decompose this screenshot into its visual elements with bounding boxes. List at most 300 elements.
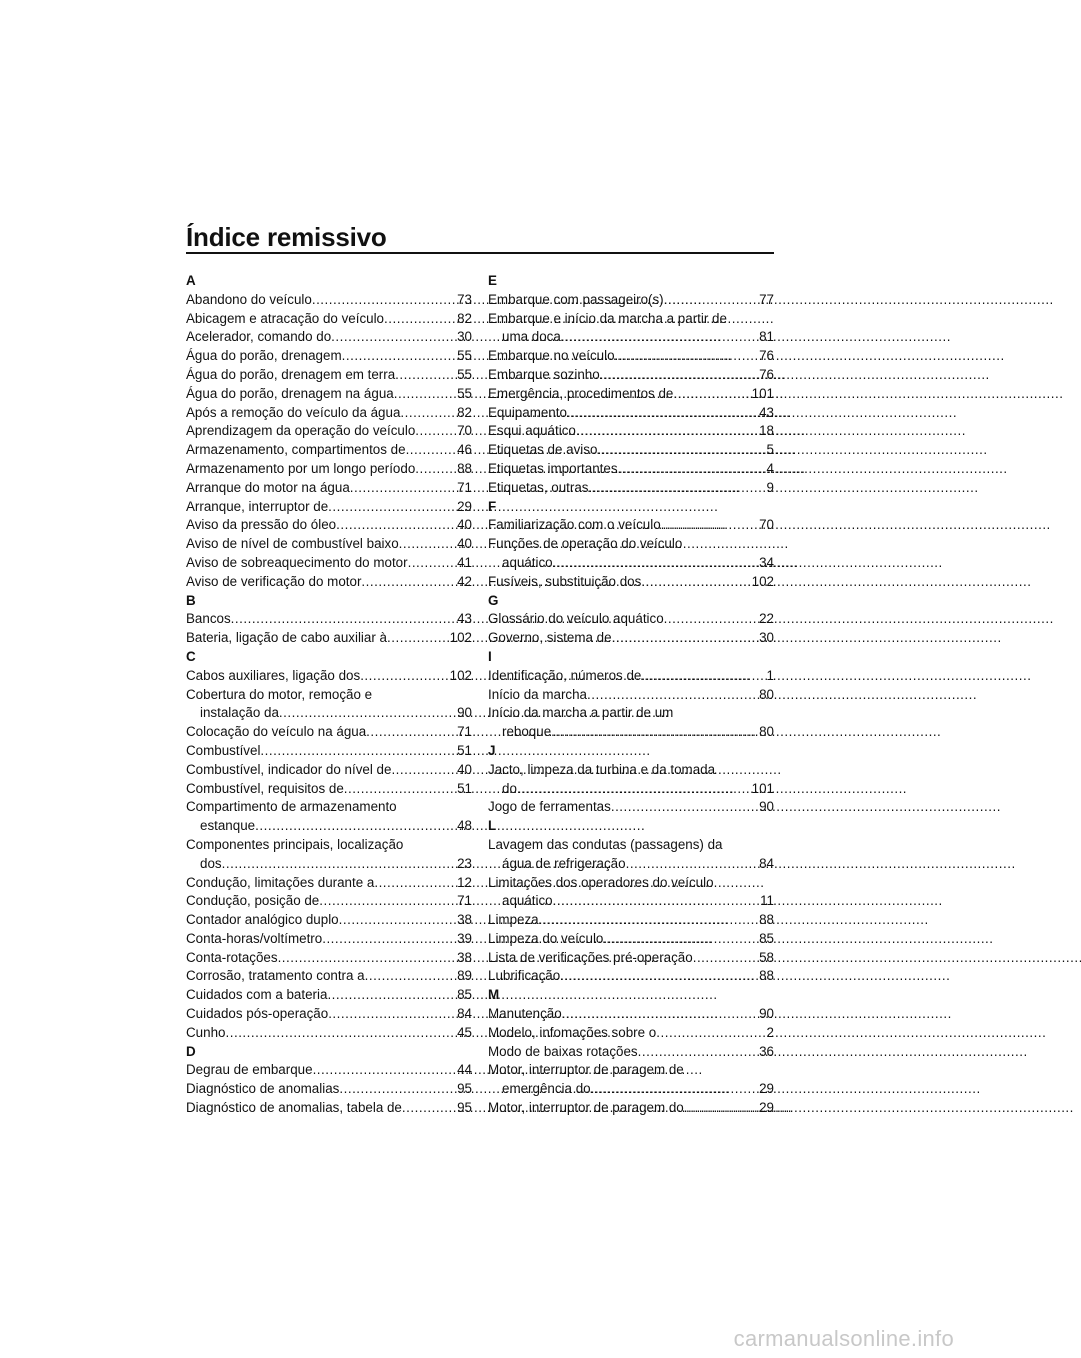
index-entry: [186, 986, 472, 1005]
index-entry-page: 102: [751, 573, 774, 589]
index-entry: [488, 573, 774, 592]
index-entry-page: 11: [760, 893, 774, 909]
index-entry: [186, 742, 472, 761]
index-entry-page: 84: [759, 855, 774, 871]
index-entry: [488, 610, 774, 629]
index-entry-label: Aviso de nível de combustível baixo: [186, 536, 399, 552]
index-entry-page: 4: [766, 460, 774, 476]
index-entry-page: 85: [457, 987, 472, 1003]
index-entry-label: Esqui aquático: [488, 423, 576, 439]
index-entry-page: 29: [759, 1081, 774, 1097]
leader-dots: [331, 328, 456, 347]
index-entry-page: 42: [457, 573, 472, 589]
leader-dots: [344, 780, 456, 799]
index-entry-page: 85: [759, 930, 774, 946]
index-entry: [488, 347, 774, 366]
index-entry-label: Etiquetas, outras: [488, 479, 589, 495]
index-entry: [488, 930, 774, 949]
index-entry-page: 39: [457, 930, 472, 946]
index-entry: [186, 723, 472, 742]
index-entry: [186, 780, 472, 799]
leader-dots: [400, 404, 456, 423]
index-entry-page: 29: [759, 1100, 774, 1116]
index-entry-page: 58: [759, 949, 774, 965]
leader-dots: [641, 573, 750, 592]
index-entry: [186, 1061, 472, 1080]
leader-dots: [384, 310, 456, 329]
index-entry-first-line: Motor, interruptor de paragem de: [488, 1062, 684, 1078]
index-entry-first-line: Componentes principais, localização: [186, 836, 404, 852]
index-entry-page: 90: [457, 705, 472, 721]
watermark: carmanualsonline.info: [733, 1326, 954, 1351]
index-entry-label: água de refrigeração: [502, 855, 626, 871]
index-entry-page: 76: [759, 366, 774, 382]
index-entry-page: 55: [457, 348, 472, 364]
index-entry-page: 71: [457, 724, 472, 740]
leader-dots: [391, 761, 456, 780]
index-entry-page: 40: [457, 517, 472, 533]
leader-dots: [638, 1043, 758, 1062]
index-entry-page: 84: [457, 1006, 472, 1022]
index-entry-page: 36: [759, 1043, 774, 1059]
index-entry: [488, 1099, 774, 1118]
index-entry-label: Conta-rotações: [186, 949, 278, 965]
index-entry-first-line: Cobertura do motor, remoção e: [186, 686, 373, 702]
index-entry-page: 43: [759, 404, 774, 420]
index-entry: [186, 629, 472, 648]
index-entry-page: 38: [457, 949, 472, 965]
index-entry-label: Acelerador, comando do: [186, 329, 332, 345]
index-entry-page: 80: [759, 686, 774, 702]
index-entry-page: 9: [766, 479, 774, 495]
index-entry: [186, 366, 472, 385]
index-entry: [186, 422, 472, 441]
index-entry: [186, 817, 472, 836]
leader-dots: [664, 610, 758, 629]
index-entry-first-line: Início da marcha a partir de um: [488, 705, 674, 721]
leader-dots: [395, 366, 456, 385]
index-entry-page: 95: [457, 1081, 472, 1097]
index-entry-page: 45: [457, 1024, 472, 1040]
index-entry-page: 40: [457, 536, 472, 552]
index-entry: [488, 798, 774, 817]
index-entry-page: 80: [759, 724, 774, 740]
leader-dots: [312, 291, 456, 310]
index-entry: [186, 1024, 472, 1043]
index-entry-label: Colocação do veículo na água: [186, 724, 367, 740]
index-entry-page: 73: [457, 291, 472, 307]
leader-dots: [589, 479, 766, 498]
index-entry: [488, 892, 774, 911]
index-entry-label: Embarque sozinho: [488, 366, 600, 382]
index-entry-label: Aviso de sobreaquecimento do motor: [186, 554, 408, 570]
index-entry-page: 102: [449, 667, 472, 683]
index-entry-label: Modelo, infomações sobre o: [488, 1024, 657, 1040]
index-entry-label: Limpeza do veículo: [488, 930, 604, 946]
index-entry: [186, 441, 472, 460]
index-entry-label: reboque: [502, 724, 552, 740]
index-entry: [186, 930, 472, 949]
leader-dots: [339, 911, 456, 930]
index-entry: [488, 855, 774, 874]
section-letter: E: [488, 273, 497, 288]
index-entry-page: 46: [457, 442, 472, 458]
leader-dots: [231, 610, 456, 629]
leader-dots: [656, 1024, 765, 1043]
index-entry: [488, 404, 774, 423]
index-entry: [186, 949, 472, 968]
index-entry-page: 76: [759, 348, 774, 364]
index-entry: [186, 573, 472, 592]
index-entry-first-line: Lavagem das condutas (passagens) da: [488, 836, 723, 852]
index-entry: [186, 761, 472, 780]
index-entry-label: estanque: [200, 818, 256, 834]
index-entry: [186, 1080, 472, 1099]
index-entry: [488, 667, 774, 686]
index-entry-label: Limpeza: [488, 912, 539, 928]
index-entry: [488, 723, 774, 742]
leader-dots: [328, 1005, 456, 1024]
index-entry-label: Etiquetas importantes: [488, 460, 618, 476]
index-entry-page: 38: [457, 912, 472, 928]
index-entry: [186, 667, 472, 686]
leader-dots: [374, 874, 456, 893]
index-entry-page: 71: [457, 893, 472, 909]
index-entry-label: Degrau de embarque: [186, 1062, 313, 1078]
leader-dots: [576, 422, 758, 441]
leader-dots: [406, 441, 457, 460]
index-entry-label: Após a remoção do veículo da água: [186, 404, 401, 420]
index-entry: [488, 1043, 774, 1062]
leader-dots: [693, 949, 758, 968]
index-entry: [488, 967, 774, 986]
index-entry-page: 95: [457, 1100, 472, 1116]
index-entry-label: Água do porão, drenagem na água: [186, 385, 394, 401]
index-entry-page: 2: [766, 1024, 774, 1040]
index-entry: [186, 404, 472, 423]
leader-dots: [561, 328, 758, 347]
index-entry: [488, 629, 774, 648]
index-entry-label: aquático: [502, 893, 553, 909]
index-entry-first-line: Limitações dos operadores do veículo: [488, 874, 714, 890]
index-entry-page: 22: [759, 611, 774, 627]
index-entry-label: Armazenamento por um longo período: [186, 460, 416, 476]
index-entry-first-line: Funções de operação do veículo: [488, 536, 683, 552]
index-entry: [488, 460, 774, 479]
index-entry-label: Armazenamento, compartimentos de: [186, 442, 406, 458]
index-entry-label: Água do porão, drenagem: [186, 348, 342, 364]
leader-dots: [587, 686, 758, 705]
section-letter: A: [186, 273, 196, 288]
index-entry-label: do: [502, 780, 517, 796]
section-letter: I: [488, 648, 492, 664]
leader-dots: [539, 911, 758, 930]
index-entry: [186, 1099, 472, 1118]
index-column-right: [488, 272, 774, 1118]
leader-dots: [222, 855, 457, 874]
leader-dots: [415, 460, 456, 479]
index-entry-label: Arranque, interruptor de: [186, 498, 329, 514]
index-entry-label: Embarque com passageiro(s): [488, 291, 664, 307]
leader-dots: [225, 1024, 456, 1043]
index-entry-first-line: Jacto, limpeza da turbina e da tomada: [488, 761, 716, 777]
index-entry: [186, 328, 472, 347]
leader-dots: [279, 704, 456, 723]
index-entry: [488, 949, 774, 968]
index-entry-label: Combustível, indicador do nível de: [186, 761, 392, 777]
leader-dots: [684, 1099, 758, 1118]
index-entry: [186, 892, 472, 911]
index-entry-label: Corrosão, tratamento contra a: [186, 968, 365, 984]
index-entry-label: Manutenção: [488, 1006, 562, 1022]
index-entry: [186, 291, 472, 310]
section-letter: G: [488, 592, 499, 608]
leader-dots: [339, 1080, 456, 1099]
index-entry-page: 5: [766, 442, 774, 458]
index-entry-label: Aprendizagem da operação do veículo: [186, 423, 416, 439]
leader-dots: [553, 554, 758, 573]
index-entry-page: 89: [457, 968, 472, 984]
index-entry-page: 77: [759, 291, 774, 307]
index-entry-page: 88: [457, 460, 472, 476]
index-entry-page: 88: [759, 968, 774, 984]
index-entry-label: Fusíveis, substituição dos: [488, 573, 642, 589]
index-entry: [186, 347, 472, 366]
leader-dots: [336, 516, 456, 535]
leader-dots: [342, 347, 456, 366]
index-entry-page: 90: [759, 1006, 774, 1022]
index-entry: [488, 1080, 774, 1099]
index-entry-page: 48: [457, 818, 472, 834]
index-entry: [488, 911, 774, 930]
leader-dots: [591, 1080, 759, 1099]
index-entry-label: Equipamento: [488, 404, 567, 420]
index-entry-label: Combustível, requisitos de: [186, 780, 344, 796]
leader-dots: [611, 798, 758, 817]
section-letter: F: [488, 498, 497, 514]
index-entry-page: 18: [759, 423, 774, 439]
section-letter: J: [488, 742, 496, 758]
index-entry-page: 23: [457, 855, 472, 871]
index-entry: [186, 479, 472, 498]
index-entry-label: Bancos: [186, 611, 231, 627]
index-entry-label: dos: [200, 855, 222, 871]
leader-dots: [517, 780, 751, 799]
index-entry: [186, 535, 472, 554]
index-entry-page: 30: [457, 329, 472, 345]
index-entry-label: Governo, sistema de: [488, 630, 612, 646]
index-entry-label: Embarque no veículo: [488, 348, 615, 364]
index-entry-label: Abicagem e atracação do veículo: [186, 310, 385, 326]
leader-dots: [553, 892, 759, 911]
index-entry-label: emergência do: [502, 1081, 591, 1097]
index-entry-page: 90: [759, 799, 774, 815]
leader-dots: [387, 629, 449, 648]
index-entry-label: Conta-horas/voltímetro: [186, 930, 323, 946]
index-entry-page: 41: [457, 554, 472, 570]
index-entry-label: Familiarização com o veículo: [488, 517, 661, 533]
index-entry-label: Cunho: [186, 1024, 226, 1040]
index-entry: [488, 366, 774, 385]
index-entry: [186, 554, 472, 573]
index-entry-label: Emergência, procedimentos de: [488, 385, 674, 401]
index-entry-label: Glossário do veículo aquático: [488, 611, 664, 627]
index-entry-label: instalação da: [200, 705, 279, 721]
index-entry: [186, 874, 472, 893]
index-entry-label: Diagnóstico de anomalias, tabela de: [186, 1100, 402, 1116]
index-entry-label: Condução, limitações durante a: [186, 874, 375, 890]
index-entry-label: Aviso da pressão do óleo: [186, 517, 337, 533]
index-entry: [186, 460, 472, 479]
index-entry-label: Arranque do motor na água: [186, 479, 350, 495]
index-entry-label: Condução, posição de: [186, 893, 320, 909]
leader-dots: [415, 422, 456, 441]
title-rule: [186, 252, 774, 254]
leader-dots: [366, 723, 456, 742]
index-entry: [488, 291, 774, 310]
index-entry-page: 101: [751, 385, 774, 401]
leader-dots: [562, 1005, 758, 1024]
index-entry-page: 70: [759, 517, 774, 533]
section-letter: B: [186, 592, 196, 608]
index-entry: [488, 422, 774, 441]
index-entry-page: 55: [457, 385, 472, 401]
leader-dots: [322, 930, 456, 949]
index-entry: [186, 704, 472, 723]
leader-dots: [360, 667, 448, 686]
section-letter: C: [186, 648, 196, 664]
leader-dots: [394, 385, 456, 404]
index-entry-page: 34: [759, 554, 774, 570]
section-letter: L: [488, 818, 497, 834]
index-entry: [186, 498, 472, 517]
index-entry-label: Contador analógico duplo: [186, 912, 339, 928]
leader-dots: [313, 1061, 457, 1080]
leader-dots: [350, 479, 456, 498]
section-letter: M: [488, 987, 500, 1003]
index-entry-page: 51: [457, 780, 472, 796]
leader-dots: [327, 986, 456, 1005]
index-entry-first-line: Embarque e início da marcha a partir de: [488, 310, 727, 326]
leader-dots: [626, 855, 759, 874]
index-entry-label: Identificação, números de: [488, 667, 642, 683]
index-entry: [488, 441, 774, 460]
index-entry: [488, 780, 774, 799]
index-entry-page: 101: [751, 780, 774, 796]
index-entry-label: Lista de verificações pré-operação: [488, 949, 693, 965]
index-entry-label: Motor, interruptor de paragem do: [488, 1100, 684, 1116]
index-entry: [186, 967, 472, 986]
index-entry-label: Cuidados pós-operação: [186, 1006, 329, 1022]
index-entry-label: Jogo de ferramentas: [488, 799, 611, 815]
index-entry: [488, 516, 774, 535]
index-entry-page: 82: [457, 310, 472, 326]
index-entry-page: 70: [457, 423, 472, 439]
index-entry-label: aquático: [502, 554, 553, 570]
leader-dots: [615, 347, 759, 366]
index-entry: [488, 686, 774, 705]
leader-dots: [255, 817, 456, 836]
index-entry-label: Lubrificação: [488, 968, 561, 984]
index-entry-label: Modo de baixas rotações: [488, 1043, 638, 1059]
leader-dots: [612, 629, 759, 648]
index-entry: [186, 1005, 472, 1024]
leader-dots: [328, 498, 456, 517]
index-entry-page: 55: [457, 366, 472, 382]
leader-dots: [618, 460, 766, 479]
leader-dots: [361, 573, 456, 592]
index-entry: [488, 554, 774, 573]
index-entry-label: Início da marcha: [488, 686, 587, 702]
leader-dots: [402, 1099, 456, 1118]
index-entry-page: 12: [457, 874, 472, 890]
index-entry: [488, 385, 774, 404]
index-entry: [186, 911, 472, 930]
index-entry-label: Aviso de verificação do motor: [186, 573, 362, 589]
index-entry: [488, 328, 774, 347]
leader-dots: [600, 366, 758, 385]
index-entry-page: 44: [457, 1062, 472, 1078]
index-entry: [186, 385, 472, 404]
index-column-left: [186, 272, 472, 1118]
index-entry-label: Água do porão, drenagem em terra: [186, 366, 396, 382]
index-entry-page: 81: [759, 329, 774, 345]
index-entry: [186, 310, 472, 329]
leader-dots: [319, 892, 456, 911]
index-entry-label: Bateria, ligação de cabo auxiliar à: [186, 630, 387, 646]
leader-dots: [399, 535, 456, 554]
leader-dots: [408, 554, 457, 573]
leader-dots: [567, 404, 758, 423]
index-entry: [186, 610, 472, 629]
index-entry-page: 29: [457, 498, 472, 514]
leader-dots: [664, 291, 758, 310]
index-entry-page: 51: [457, 742, 472, 758]
leader-dots: [641, 667, 765, 686]
leader-dots: [560, 967, 758, 986]
index-entry-label: Combustível: [186, 742, 261, 758]
leader-dots: [603, 930, 758, 949]
index-entry-page: 30: [759, 630, 774, 646]
index-entry-label: Cabos auxiliares, ligação dos: [186, 667, 361, 683]
index-entry-label: Etiquetas de aviso: [488, 442, 598, 458]
leader-dots: [551, 723, 758, 742]
index-entry: [488, 1005, 774, 1024]
index-entry: [488, 479, 774, 498]
leader-dots: [597, 441, 765, 460]
index-entry-first-line: Compartimento de armazenamento: [186, 799, 397, 815]
index-entry-page: 1: [766, 667, 774, 683]
leader-dots: [673, 385, 750, 404]
index-entry-page: 88: [759, 912, 774, 928]
index-entry: [186, 855, 472, 874]
index-entry-page: 82: [457, 404, 472, 420]
leader-dots: [661, 516, 758, 535]
section-letter: D: [186, 1043, 196, 1059]
index-entry-label: Diagnóstico de anomalias: [186, 1081, 340, 1097]
leader-dots: [365, 967, 456, 986]
index-entry-label: uma doca: [502, 329, 561, 345]
page-title: Índice remissivo: [186, 222, 387, 252]
index-entry-page: 71: [457, 479, 472, 495]
index-entry-page: 43: [457, 611, 472, 627]
index-entry-label: Cuidados com a bateria: [186, 987, 328, 1003]
index-entry-page: 102: [449, 630, 472, 646]
leader-dots: [260, 742, 456, 761]
leader-dots: [278, 949, 457, 968]
index-entry: [186, 516, 472, 535]
index-entry-page: 40: [457, 761, 472, 777]
